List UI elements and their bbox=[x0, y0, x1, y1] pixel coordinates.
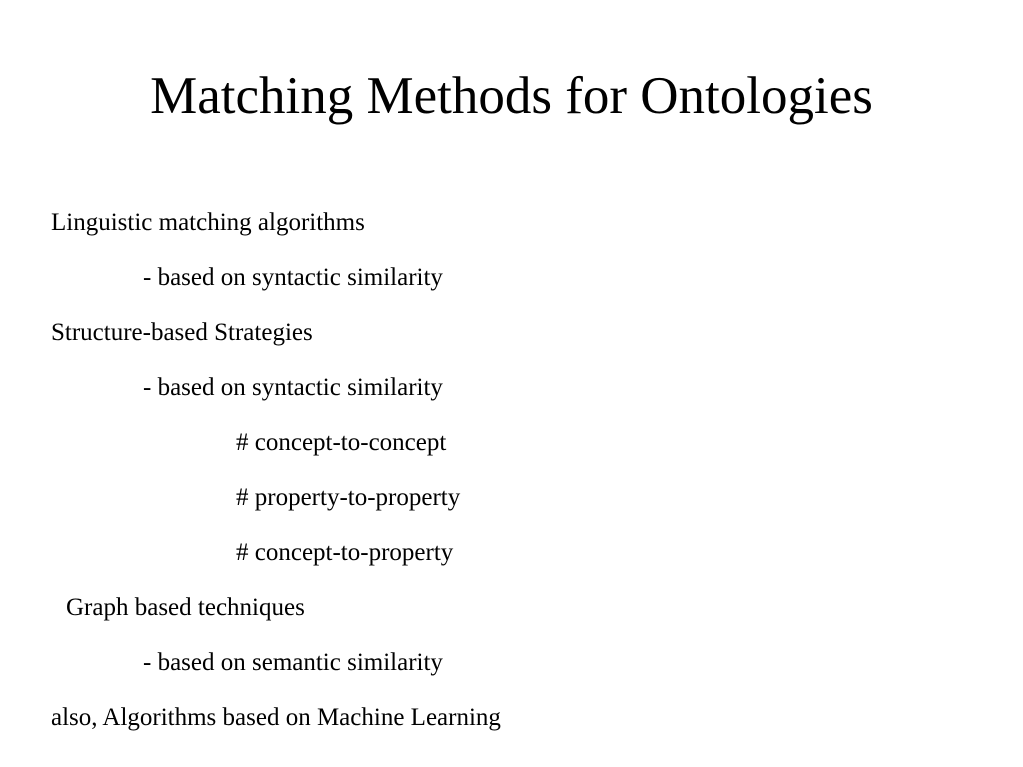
bullet-graph-based: Graph based techniques bbox=[66, 594, 305, 621]
sub-sub-bullet-property-to-property: # property-to-property bbox=[236, 484, 461, 511]
sub-sub-bullet-concept-to-concept: # concept-to-concept bbox=[236, 429, 447, 456]
bullet-linguistic-matching: Linguistic matching algorithms bbox=[51, 209, 365, 236]
sub-bullet-syntactic-similarity-2: - based on syntactic similarity bbox=[143, 374, 443, 401]
bullet-structure-based: Structure-based Strategies bbox=[51, 319, 313, 346]
sub-bullet-syntactic-similarity-1: - based on syntactic similarity bbox=[143, 264, 443, 291]
slide-title: Matching Methods for Ontologies bbox=[150, 67, 873, 125]
bullet-machine-learning: also, Algorithms based on Machine Learning bbox=[51, 704, 501, 731]
sub-sub-bullet-concept-to-property: # concept-to-property bbox=[236, 539, 454, 566]
sub-bullet-semantic-similarity: - based on semantic similarity bbox=[143, 649, 443, 676]
